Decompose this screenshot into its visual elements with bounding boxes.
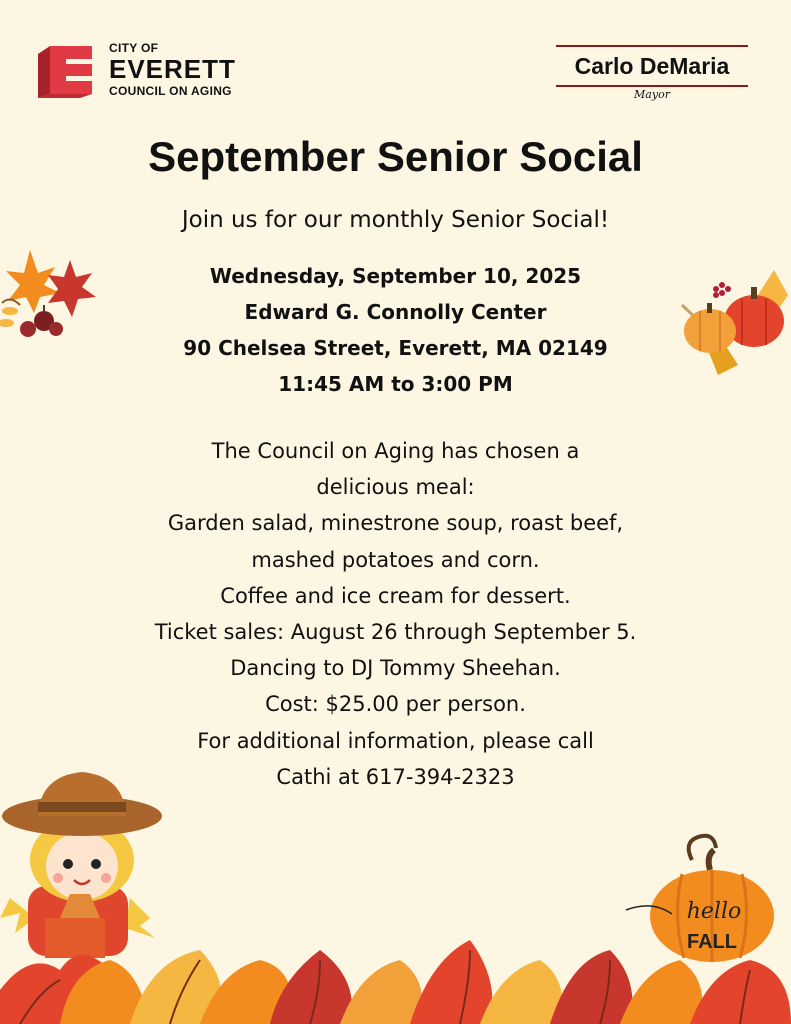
autumn-leaves-border-icon: [0, 930, 791, 1024]
logo-city-of: CITY OF: [109, 41, 159, 55]
autumn-leaves-left-icon: [0, 245, 100, 345]
body-line: delicious meal:: [316, 475, 475, 500]
pumpkin-hello-text: hello: [686, 899, 742, 924]
event-description: [0, 433, 791, 795]
mayor-name: Carlo DeMaria: [574, 53, 730, 79]
body-line: Coffee and ice cream for dessert.: [220, 583, 571, 608]
page-title: September Senior Social: [148, 133, 643, 180]
mayor-bottom-rule: [556, 85, 748, 87]
body-line: mashed potatoes and corn.: [251, 547, 540, 572]
event-time: 11:45 AM to 3:00 PM: [278, 372, 513, 396]
logo-council-on-aging: COUNCIL ON AGING: [109, 84, 232, 98]
contact-line: Cathi at 617-394-2323: [276, 764, 515, 789]
event-venue: Edward G. Connolly Center: [244, 300, 547, 324]
everett-logo-mark-icon: [38, 42, 94, 98]
body-line: Garden salad, minestrone soup, roast beef,: [167, 511, 624, 536]
event-details: [0, 258, 791, 402]
body-line: For additional information, please call: [197, 728, 594, 753]
pumpkin-fall-text: FALL: [687, 931, 737, 953]
body-line: The Council on Aging has chosen a: [211, 439, 580, 463]
event-date: Wednesday, September 10, 2025: [209, 264, 582, 288]
subtitle: Join us for our monthly Senior Social!: [181, 207, 610, 233]
pumpkins-right-icon: [678, 265, 791, 380]
event-address: 90 Chelsea Street, Everett, MA 02149: [183, 336, 608, 360]
body-line: Dancing to DJ Tommy Sheehan.: [230, 656, 561, 681]
mayor-block: [556, 45, 748, 101]
council-on-aging-logo: [38, 42, 268, 102]
logo-everett: EVERETT: [109, 54, 236, 84]
body-line: Cost: $25.00 per person.: [265, 692, 526, 717]
body-line: Ticket sales: August 26 through September 5.: [154, 620, 637, 645]
mayor-title: Mayor: [634, 88, 670, 101]
